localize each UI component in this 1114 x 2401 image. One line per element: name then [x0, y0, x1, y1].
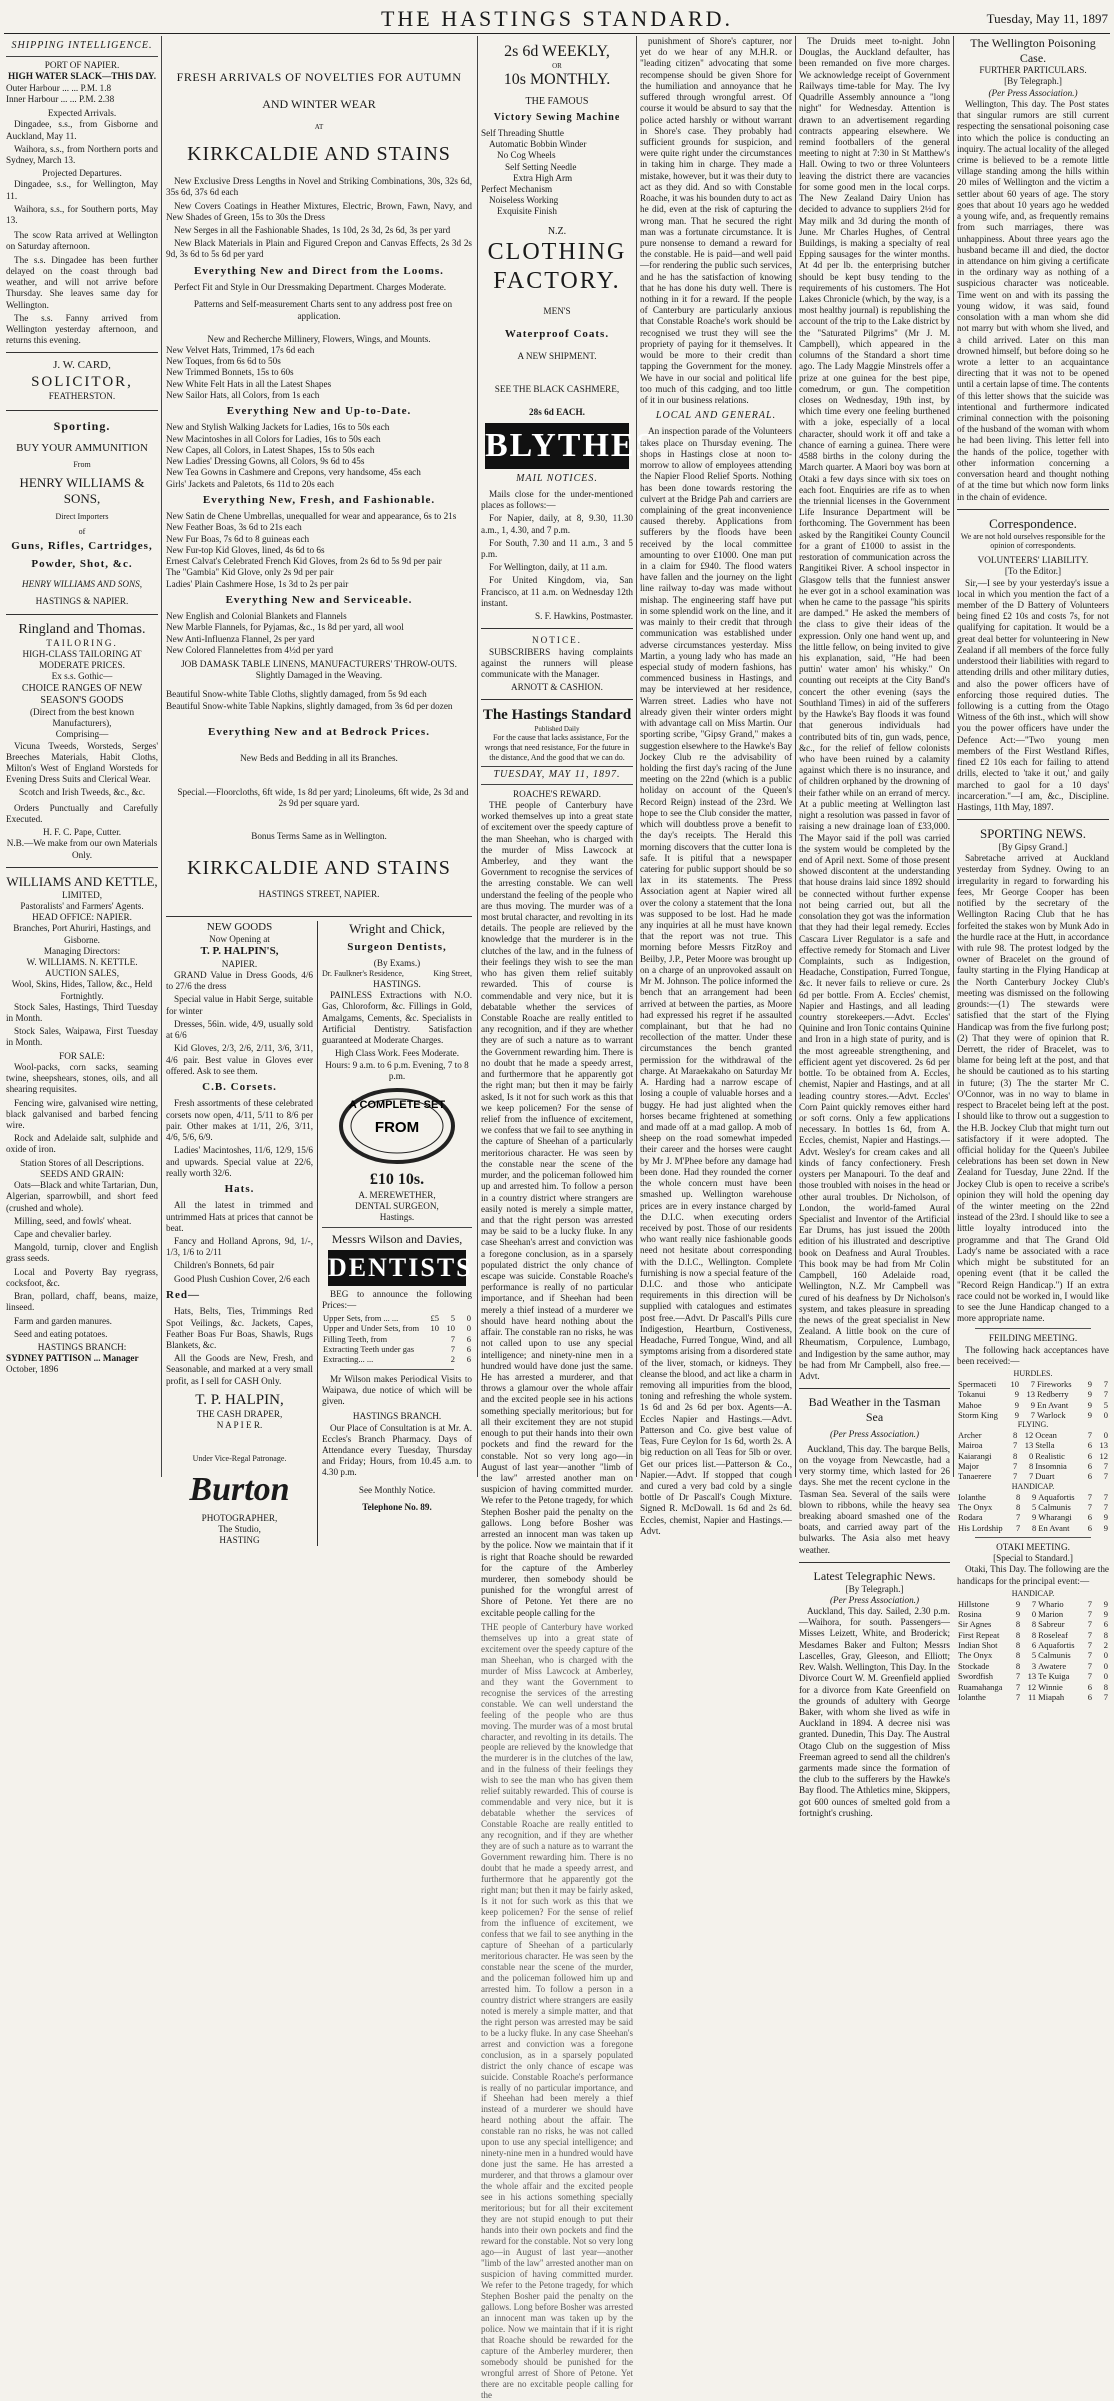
orders-line: Orders Punctually and Carefully Executed. — [6, 802, 158, 824]
mail-text: For Wellington, daily, at 11 a.m. — [489, 562, 608, 573]
shipping-note: The scow Rata arrived at Wellington on Saturday afternoon. — [6, 230, 158, 252]
pa-label: (Per Press Association.) — [829, 1428, 920, 1439]
halpin-line: Dresses, 56in. wide, 4/9, usually sold at 6/6 — [166, 1018, 313, 1041]
port-heading: PORT OF NAPIER. — [44, 60, 120, 71]
mill-item: New Toques, from 6s 6d to 50s — [166, 356, 281, 367]
high-class: HIGH-CLASS TAILORING AT MODERATE PRICES. — [22, 648, 142, 671]
card-place: FEATHERSTON. — [48, 391, 116, 402]
nz-label: N.Z. — [547, 225, 567, 237]
shipping-note: The s.s. Dingadee has been further delayed on the coast through bad weather, and will not arrive before Thursday. She leaves same day for Wellington. — [6, 254, 158, 310]
hasting: HASTING — [219, 1535, 260, 1546]
stock-sales: Stock Sales, Hastings, Third Tuesday in Month. — [6, 1001, 158, 1024]
bad-weather-body: Auckland, This day. The barque Bells, on the voyage from Newcastle, had a very stormy time, which lasted for 26 days. She met the recent cyclone in the Tasman Sea. Several of the sails were blown to ribbons, while the heavy sea breaking aboard smashed one of the boats, and carried away part of the bulwarks. The Asia also met heavy weather. — [799, 1443, 950, 1555]
volunteers-heading: VOLUNTEERS' LIABILITY. — [977, 555, 1089, 566]
gipsy: [By Gipsy Grand.] — [998, 842, 1068, 853]
mail-text: For United Kingdom, via, San Francisco, at 11 a.m. on Wednesday 12th instant. — [481, 575, 633, 608]
halpin-line: Good Plush Cushion Cover, 2/6 each — [174, 1273, 310, 1284]
hurdles-heading: HURDLES. — [1013, 1369, 1053, 1379]
scotch-line: Scotch and Irish Tweeds, &c., &c. — [19, 787, 145, 798]
table-row: Swordfish 7 13 Te Kuiga 7 0 — [958, 1671, 1108, 1682]
wc-right: King Street, — [433, 969, 472, 979]
halpin-line: Children's Bonnets, 6d pair — [174, 1260, 275, 1271]
dress-line: New Serges in all the Fashionable Shades, 1s 10d, 2s 3d, 2s 6d, 3s per yard — [174, 225, 451, 236]
wk-managing: Managing Directors: — [43, 945, 121, 956]
burton-logo: Burton — [189, 1471, 290, 1509]
everything-serviceable: Everything New and Serviceable. — [225, 593, 413, 606]
wk-title: WILLIAMS AND KETTLE, — [6, 873, 158, 889]
ex-gothic: Ex s.s. Gothic— — [51, 671, 113, 682]
wc-high: High Class Work. Fees Moderate. — [334, 1048, 460, 1059]
everything-fresh: Everything New, Fresh, and Fashionable. — [202, 493, 436, 506]
nb-note: N.B.—We make from our own Materials Only. — [6, 838, 158, 860]
table-row: Stockade 8 3 Awatere 7 0 — [958, 1660, 1108, 1671]
column-2 — [166, 36, 473, 1546]
manager: SYDNEY PATTISON ... Manager — [6, 1353, 139, 1364]
flying-heading: FLYING. — [1017, 1420, 1049, 1430]
wk-agents: Pastoralists' and Farmers' Agents. — [20, 900, 144, 911]
table-row: Mahoe 9 9 En Avant 9 5 — [958, 1399, 1108, 1410]
item: New Feather Boas, 3s 6d to 21s each — [166, 522, 302, 533]
feature-item: Noiseless Working — [489, 195, 559, 206]
wc-sub: Surgeon Dentists, — [347, 940, 447, 953]
kirkcaldie-title-2: KIRKCALDIE AND STAINS — [187, 857, 451, 880]
otaki-text: Otaki, This Day. The following are the handicaps for the principal event:— — [957, 1564, 1109, 1586]
wk-head-office: HEAD OFFICE: NAPIER. — [32, 912, 132, 923]
table-row: Rosina 9 0 Marion 7 9 — [958, 1609, 1108, 1619]
comprising: Comprising— — [55, 729, 109, 740]
dentists-banner: DENTISTS — [328, 1250, 466, 1286]
wk-directors: W. WILLIAMS. N. KETTLE. — [26, 956, 138, 967]
card-title: SOLICITOR, — [31, 373, 133, 390]
sale-item: Cape and chevalier barley. — [14, 1228, 112, 1239]
further-particulars: FURTHER PARTICULARS. — [979, 65, 1087, 76]
halpin-line: Kid Gloves, 2/3, 2/6, 2/11, 3/6, 3/11, 4/6 pair. Best value in Gloves ever offered. Ask to see them. — [166, 1043, 313, 1076]
jacket-item: New Ladies' Dressing Gowns, all Colors, 9s 6d to 45s — [166, 456, 365, 467]
buy-ammunition: BUY YOUR AMMUNITION — [16, 441, 148, 454]
local-general: An inspection parade of the Volunteers takes place on Thursday evening. The shops in Hastings close at noon to-morrow to allow of employees attending the Napier Flood Relief Sports. Nothing has been done towards restoring the culvert at the Bridge Pah and carriers are complaining of the great inconvenience caused thereby. Applications from sufferers by the floods have been received by the local committee amounting to over £1000. One man put in a claim for £940. The flood waters have fallen and the journey on the light line railway to-day was made without mishap. The engineering staff have put in some splendid work on the line, and it was mainly to their credit that through communication was established under adverse circumstances yesterday. Miss Martin, a young lady who has made an especial study of modern fashions, has commenced business in Hastings, and may be interviewed at her residence, Warren street. Ladies who have not already given their winter orders might with advantage call on Miss Martin. Our sporting scribe, "Gipsy Grand," makes a suggestion elsewhere to the Hawke's Bay Jockey Club re the advisability of holding the first day's racing of the June meeting on the 22nd (which is a public holiday on account of the Queen's Record Reign) instead of the 23rd. We hope to see the Club consider the matter, which will doubtless prove a benefit to the day's receipts. The Herald this morning discovers that the cutter Iona is safe. It is pitiful that a newspaper catering for public support should be so lax in its statements. The Press Association agent at Napier wired all over the colony a statement that the Iona was supposed to be lost. Had he made any inquiries at all he must have known that the report was not true. This morning before Messrs FitzRoy and Beilby, J.P., Peter Moore was brought up on a charge of an unprovoked assault on Mr M. Johnson. The police informed the bench that an arrangement had been arrived at between the parties, as Moore had expressed his regret if he assaulted complainant, but that he had no recollection of the matter. Under these circumstances the bench granted permission for the withdrawal of the charge. At Maraekakaho on Saturday Mr A. Harding had a narrow escape of losing a couple of valuable horses and a buggy. He had just alighted when the horses became frightened at something and made off at a mad gallop. A mob of sheep on the road somewhat impeded their career and the horses were caught by Mr J. M'Phee before any damage had been done. Had they rounded the corner the whole concern must have been smashed up. Wellington warehouse prices are in every instance charged by the D.I.C. when executing orders received by post. Those of our residents who want really nice fashionable goods need not hesitate about corresponding with the D.I.C., Wellington. Complete furnishing is now a special feature of the D.I.C. and those who anticipate requirements in this direction will be supplied with catalogues and estimates post free.—Advt. Dr Pascall's Pills cure Indigestion, Heartburn, Costiveness, Headache, Furred Tongue, Wind, and all symptoms arising from a disordered state of the liver, stomach, or kidneys. They cleanse the blood, and act like a charm in removing all impurities from the blood, toning and refreshing the whole system. 1s 6d and 2s 6d per box. Agents—A. Eccles Napier and Hastings.—Advt. Patterson and Co. give best value of Teas, Fure Ceylon for 1s 6d, worth 2s. A big reduction on all Teas for 5lb or over. Get our prices list.—Patterson & Co., Napier.—Advt. If stopped that cough and cured a very bad cold by a single bottle of Dr Pascall's Cough Mixture. Signed R. McDowall. 1s 6d and 2s 6d. Eccles, chemist, Napier and Hastings.—Advt. — [640, 426, 792, 1536]
powder-line: Powder, Shot, &c. — [31, 557, 133, 570]
sale-item: Rock and Adelaide salt, sulphide and oxide of iron. — [6, 1133, 158, 1155]
table-row: Spermaceti 10 7 Fireworks 9 7 — [958, 1378, 1108, 1389]
blythes-logo: BLYTHES — [485, 423, 629, 469]
item: Beautiful Snow-white Table Napkins, slightly damaged, from 3s 6d per dozen — [166, 700, 453, 711]
studio: The Studio, — [218, 1523, 261, 1534]
clothing: CLOTHING — [487, 238, 627, 265]
fit-line: Perfect Fit and Style in Our Dressmaking Department. Charges Moderate. — [174, 282, 447, 293]
wc-exams: (By Exams.) — [373, 958, 421, 969]
pa-label-2: (Per Press Association.) — [829, 1594, 920, 1605]
pa-label: (Per Press Association.) — [988, 87, 1078, 98]
halpin-place: NAPIER. — [221, 958, 258, 969]
local-continued: The Druids meet to-night. John Douglas, the Auckland defaulter, has been remanded on five more charges. We acknowledge receipt of Government Railways time-table for May. The Ivy Quadrille Assembly announce a "long night" for Wednesday. Attention is drawn to an advertisement regarding contracts appearing elsewhere. We remind footballers of the general meeting to night at 7:30 in St Matthew's Hall. Owing to two or three Volunteers leaving the district there are vacancies for some good men in the local corps. The New Zealand Dairy Union has decided to advance to suppliers 2½d for May milk and 3d during the month of June. Mr Charles Hughes, of Central Buildings, is making a specialty of real Epping sausages for the winter months. At 4d per lb. the enterprising butcher should be kept busy tending to the requirements of his customers. The Hot Lakes Chronicle (which, by the way, is a most healthy journal) is republishing the account of the trip to the Lake district by the "Saturated Pilgrims" (Mr J. M. Campbell), which appeared in the columns of the Standard a short time ago. The Lady Maggie Minstrels offer a prize at one guinea for the best pipe, comedrum, or gun. The competition closes on Wednesday, 19th inst, by which time every one feeling burthened with a joke, especially of a local character, should work it off and take a chance of earning a guinea. There were 4588 births in the colony during the March quarter. A Maori boy was born at Otaki a few days since with six toes on each foot. Enquiries are rife as to when the triennial licenses in the Government Life Insurance Department will be forthcoming. The Government has been asked by the Rangitikei County Council for a grant of £1000 to assist in the restoration of communication across the Rangitikei River. A school inspector in Glasgow tells that the funniest answer he ever got in a school examination was when he came to the passage "his spirits are damped." He asked the members of the class to give their ideas of the expression. Only one hand went up, and the little fellow, on being invited to give his explanation, said, "He had been puttin' water amon' his whisky." On counting out receipts at the City Band's concert the other evening (says the Southland Times) in aid of the sufferers by the Hawke's Bay floods it was found that generous individuals had contributed bits of tin, gun wads, pence, &c., for the relief of fellow colonists who have been ruined by a calamity against which there is no insurance, and of children orphaned by the drowning of their father while on an errand of mercy. At a public meeting at Wellington last night a resolution was passed in favor of raising a new drainage loan of £33,000. The Mayor said if the poll was carried the system would be completed by the end of April next. Some of those present showed discontent at the understanding that house drains laid since 1892 should be connected without further expense not being carried out, but all the consolation they got was the information that they had their legal remedy. Eccles Cascara Liver Regulator is a safe and effective remedy for Stomach and Liver Complaints, such as Indigestion, Headache, Constipation, Furred Tongue, &c. It never fails to relieve or cure. 2s 6d per bottle. From A. Eccles' chemist, Napier and Hastings, and all leading country storekeepers.—Advt. Eccles' Quinine and Iron Tonic contains Quinine and Iron in a high state of purity, and is the most agreeable strengthening, and efficient agent yet discovered. 2s 6d per bottle. To be obtained from A. Eccles, chemist, Napier and Hastings, and at all leading country stores.—Advt. Eccles' Corn Paint quickly removes either hard or soft corns. Only a few applications necessary. In bottles 1s 6d, from A. Eccles, chemist, Napier and Hastings.—Advt. Wesley's for cream cakes and all kinds of fancy confectionery. Fresh oysters per Manapouri. To the deaf and those troubled with noises in the head or other aural troubles. Dr Nicholson, of London, the world-famed Aural Specialist and Inventor of the Artificial Ear Drums, has just issued the 200th edition of his illustrated and descriptive book on Deafness and Aural Troubles. This book may be had from Mr Colin Campbell, 160 Adelaide road, Wellington, N.Z. Mr Campbell was cured of his deafness by Dr Nicholson's system, and takes pleasure in spreading the news of the great specialist in New Zealand. A little book on the cure of Rheumatism, Corpulence, Lumbago, and Indigestion by the same author, may be had from Mr Campbell, also free.—Advt. — [799, 36, 950, 1382]
millinery: New and Recherche Millinery, Flowers, Wings, and Mounts. — [207, 333, 431, 344]
shipping-note: The s.s. Fanny arrived from Wellington yesterday afternoon, and returns this evening. — [6, 312, 158, 346]
table-row: First Repeat 8 8 Roseleaf 7 8 — [958, 1629, 1108, 1640]
beg-line: BEG to announce the following Prices:— — [322, 1288, 472, 1310]
notice-heading: NOTICE. — [532, 635, 582, 646]
direct-importers: Direct Importers — [55, 511, 109, 521]
halpin-line: Fresh assortments of these celebrated corsets now open, 4/11, 5/11 to 8/6 per pair. Other makes at 1/11, 2/6, 3/11, 4/6, 5/6, 6/9. — [166, 1098, 313, 1143]
table-row: The Onyx 8 5 Calmunis 7 7 — [958, 1501, 1108, 1512]
dress-line: New Exclusive Dress Lengths in Novel and Striking Combinations, 30s, 32s 6d, 35s 6d, 37s 6d each — [166, 176, 472, 198]
halpin-draper: THE CASH DRAPER, — [196, 1409, 283, 1420]
wc-title: Wright and Chick, — [349, 920, 445, 936]
column-4 — [640, 36, 792, 1536]
table-row: Mairoa 7 13 Stella 6 13 — [958, 1440, 1108, 1451]
masthead — [4, 4, 1110, 34]
mill-item: New Trimmed Bonnets, 15s to 60s — [166, 367, 294, 378]
address: HASTINGS STREET, NAPIER. — [258, 888, 380, 899]
feature-item: Extra High Arm — [513, 172, 573, 183]
mill-item: New White Felt Hats in all the Latest Shapes — [166, 378, 332, 389]
or-label: OR — [552, 61, 562, 70]
oct-date: October, 1896 — [6, 1364, 59, 1375]
item: New Anti-Influenza Flannel, 2s per yard — [166, 633, 315, 644]
wc-text: PAINLESS Extractions with N.O. Gas, Chloroform, &c. Fillings in Gold, Amalgams, Cements, &c. Specialists in Artificial Dentistry. Satisfaction guaranteed at Moderate Charges. — [322, 990, 472, 1046]
item: Ladies' Plain Cashmere Hose, 1s 3d to 2s per pair — [166, 578, 349, 589]
halpin-new: NEW GOODS — [206, 920, 273, 933]
jacket-item: New and Stylish Walking Jackets for Ladies, 16s to 50s each — [166, 422, 390, 433]
feature-item: No Cog Wheels — [497, 150, 556, 161]
halpin-line: GRAND Value in Dress Goods, 4/6 to 27/6 the dress — [166, 970, 313, 992]
table-row: Upper and Under Sets, from 10 10 0 — [323, 1323, 471, 1334]
sale-item: Oats—Black and white Tartarian, Dun, Algerian, sparrowbill, and short feed (crushed and whole). — [6, 1180, 158, 1213]
vicuna-text: Vicuna Tweeds, Worsteds, Serges' Breeches Materials, Habit Cloths, Milton's West of England Worsteds for Evening Dress Suits and Clerical Wear. — [6, 740, 158, 785]
jacket-item: New Tea Gowns in Cashmere and Crepons, very handsome, 45s each — [166, 467, 421, 478]
table-row: Extracting Teeth under gas 7 6 — [323, 1344, 471, 1355]
handicap-heading-2: HANDICAP. — [1011, 1588, 1055, 1598]
hurdles-table — [957, 1379, 1109, 1420]
sporting-heading: Sporting. — [53, 419, 111, 434]
halpin-name: T. P. HALPIN'S, — [200, 945, 279, 958]
shipping-heading: SHIPPING INTELLIGENCE. — [11, 40, 153, 51]
halpin-hats: Hats. — [224, 1182, 255, 1195]
latest-body: Auckland, This day. Sailed, 2.30 p.m.—Waihora, for south. Passengers—Misses Leizett, White, and Broderick; Mesdames Baker and Fulton; Messrs Lascelles, Gray, Gleeson, and Elliott; Rev. Walsh. Wellington, This Day. In the Divorce Court W. M. Greenfield applied for a divorce from Kate Greenfield on the grounds of adultery with George Baker, with whom she lived as wife in Auckland in 1894. A decree nisi was granted. Dunedin, This Day. The Austral Otago Club on the suggestion of Miss Freeman agreed to send all the children's garments made since the formation of the club to the sufferers by the Hawke's Bay flood. The Athletics mine, Skippers, got 600 ounces of smelted gold from a fortnight's crushing. — [799, 1605, 950, 1818]
shipment: A NEW SHIPMENT. — [517, 351, 597, 362]
dress-line: New Covers Coatings in Heather Mixtures, Electric, Brown, Fawn, Navy, and New Shades of Green, 15s to 30s the Dress — [166, 200, 472, 222]
postmaster: S. F. Hawkins, Postmaster. — [534, 611, 633, 622]
price-table — [322, 1313, 472, 1365]
halpin-line: Hats, Belts, Ties, Trimmings Red Spot Veilings, &c. Jackets, Capes, Feather Boas Fur Boas, Shawls, Rugs Blankets, &c. — [166, 1306, 313, 1350]
halpin-line: All the Goods are New, Fresh, and Seasonable, and marked at a very small profit, as I sell for CASH Only. — [166, 1353, 313, 1386]
item: New Colored Flannelettes from 4½d per yard — [166, 644, 334, 655]
halpin-open: Now Opening at — [209, 934, 270, 945]
photographer: PHOTOGRAPHER, — [201, 1512, 278, 1523]
sale-item: Mangold, turnip, clover and English grass seeds. — [6, 1242, 158, 1264]
feature-item: Self Threading Shuttle — [481, 127, 565, 138]
see-cashmere: SEE THE BLACK CASHMERE, — [494, 384, 620, 395]
halpin-line: Special value in Habit Serge, suitable for winter — [166, 994, 313, 1016]
otaki-table — [957, 1599, 1109, 1703]
hb-title: HASTINGS BRANCH. — [352, 1411, 442, 1422]
high-water: HIGH WATER SLACK—THIS DAY. — [7, 71, 157, 82]
patterns-line: Patterns and Self-measurement Charts sent to any address post free on application. — [193, 299, 453, 321]
jacket-item: Girls' Jackets and Paletots, 6s 11d to 20s each — [166, 478, 334, 489]
halpin-tph: T. P. HALPIN, — [195, 1391, 284, 1408]
monthly: 10s MONTHLY. — [503, 71, 611, 89]
table-row: Iolanthe 8 9 Aquafortis 7 7 — [958, 1491, 1108, 1502]
henry-williams-place: HASTINGS & NAPIER. — [35, 596, 129, 607]
dentist-ads — [322, 921, 472, 1547]
winter-wear: AND WINTER WEAR — [262, 96, 376, 111]
flying-table — [957, 1430, 1109, 1482]
filler-text: THE people of Canterbury have worked themselves up into a great state of excitement over the speedy capture of the man Sheehan, who is charged with the murder of Miss Lawcock at Amberley, and they want the Government to recognise the services of the arresting constable. We can well understand the feeling of the people who are thus moving. The murder was of a most brutal character, and revolting in its details. The people are relieved by the knowledge that the murderer is in the clutches of the law, and in the fulness of their feelings they wish to see the man who has given them relief suitably rewarded. This of course is commendable and very nice, but it is debatable whether the services of Constable Roache are really entitled to any recognition, and if they are whether they are of such a nature as to warrant the Government rewarding him. There is no doubt that he made a speedy arrest, and furthermore that he apparently got the right man; but then it may be fairly asked, Is it not for such work as this that we keep policemen? For the sense of relief from the influence of excitement, we confess that we fail to see anything in the capture of Sheehan of a particularly meritorious character. He was seen by the constable near the scene of the murder, and the policeman followed him up and arrested him. To follow a person in a country district where strangers are easily noted is merely a simple matter, and that the right person was arrested may be said to be a lucky fluke. In any case Sheehan's arrest and conviction was a foregone conclusion, as in a sparsely populated district the only chance of escape was suicide. Constable Roache's performance is really of no particular importance, and if Sheehan had been merely a thief instead of a murderer we should have heard nothing about the affair. The constable ran no risks, he was not called upon to use any special intelligence; and ninety-nine men in a hundred would have done just the same. He has arrested a murderer, and that throws a glamour over the whole affair and the excited people see in his actions something specially meritorious; but for all their excitement they are not stupid enough to put their hands into their own pockets and find the reward for the constable. Not so very long ago—in August of last year—another "limb of the law" arrested another man on suspicion of having committed murder. We refer to the Petone tragedy, for which Stephen Bosher paid the penalty on the gallows. Long before Bosher was arrested an innocent man was taken up by the police. Now we maintain that if it is right that Roache should be rewarded for the capture of the Amberley murderer, then somebody should be punished for the wrongful arrest of Shore of Petone. Yet there are no excitable people calling for the — [481, 1621, 633, 2400]
correspondence-note: We are not hold ourselves responsible for the opinion of correspondents. — [960, 531, 1106, 551]
table-row: Indian Shot 8 6 Aquafortis 7 2 — [958, 1640, 1108, 1651]
feilding-heading: FEILDING MEETING. — [988, 1333, 1078, 1344]
telephone: Telephone No. 89. — [362, 1501, 432, 1512]
column-3 — [481, 36, 657, 2400]
everything-uptodate: Everything New and Up-to-Date. — [226, 405, 412, 418]
at-label: AT — [314, 123, 324, 132]
expected-arrivals-heading: Expected Arrivals. — [47, 108, 117, 119]
everything-looms: Everything New and Direct from the Looms. — [194, 264, 444, 277]
wc-hours: Hours: 9 a.m. to 6 p.m. Evening, 7 to 8 p.m. — [325, 1059, 469, 1081]
sale-item: Wool-packs, corn sacks, seaming twine, sheepshears, stones, oils, and all shearing requisites. — [6, 1061, 158, 1095]
fresh-arrivals: FRESH ARRIVALS OF NOVELTIES FOR AUTUMN — [176, 70, 462, 84]
monthly-notice: See Monthly Notice. — [358, 1484, 436, 1495]
hastings-branch: HASTINGS BRANCH: — [37, 1341, 127, 1352]
sale-item: Milling, seed, and fowls' wheat. — [14, 1215, 132, 1226]
item: New Satin de Chene Umbrellas, unequalled for wear and appearance, 6s to 21s — [166, 511, 457, 522]
table-row: Tokanui 9 13 Redberry 9 7 — [958, 1389, 1108, 1400]
sale-item: Fencing wire, galvanised wire netting, black galvanised and barbed fencing wire. — [6, 1097, 158, 1131]
factory: FACTORY. — [493, 268, 621, 295]
leader-continued: punishment of Shore's capturer, nor yet do we hear of any M.H.R. or "leading citizen" advocating that some recompense should be given Shore for the humiliation and annoyance that he suffered through wrongful arrest. Of course it would be absurd to say that the police acted harshly or without warrant in Shore's case. They probably had sufficient grounds for suspicion, and were quite right under the circumstances in taking him in charge. They made a mistake, however, but it was their duty to act as they did. And so with Constable Roache, it was his bounden duty to act as he did, even at the risk of capturing the wrong man. That he secured the right man was a fortunate circumstance. It is pure nonsense to demand a reward for the constable. He is paid—and well paid—for rendering the public such services, and he has the satisfaction of knowing that he has done his duty well. There is nothing in it for a reward. If the people of Canterbury are particularly anxious that Constable Roache's work should be recognised we trust they will see the propriety of paying for it themselves. It would be more to their credit than tapping the Government for the money. We have in our social and political life too much of this cadging, and too little of it in our business relations. — [640, 36, 792, 405]
feilding-text: The following hack acceptances have been received:— — [957, 1344, 1109, 1366]
choice-ranges: CHOICE RANGES OF NEW SEASON'S GOODS — [21, 682, 143, 706]
feature-item: Self Setting Needle — [505, 161, 577, 172]
telegraph-label: [By Telegraph.] — [1004, 76, 1062, 87]
table-row: Iolanthe 7 11 Miapah 6 7 — [958, 1691, 1108, 1702]
item: New Fur Boas, 7s 6d to 8 guineas each — [166, 533, 310, 544]
mens: MEN'S — [543, 306, 571, 317]
halpin-corsets: C.B. Corsets. — [202, 1081, 277, 1093]
leader-title: ROACHE'S REWARD. — [513, 788, 601, 799]
wc-town: HASTINGS. — [373, 979, 421, 990]
seal-price: £10 10s. — [369, 1170, 425, 1188]
of-label: of — [78, 526, 86, 536]
sale-item: Bran, pollard, chaff, beans, maize, linseed. — [6, 1291, 158, 1313]
seal-complete: A COMPLETE SET — [348, 1098, 446, 1111]
feature-item: Automatic Bobbin Winder — [489, 139, 587, 150]
mere-name: A. MEREWETHER, — [358, 1189, 436, 1200]
weekly: 2s 6d WEEKLY, — [504, 43, 610, 60]
leader-date: TUESDAY, MAY 11, 1897. — [481, 766, 633, 784]
mere-dental: DENTAL SURGEON, — [355, 1200, 439, 1211]
cutter: H. F. C. Pape, Cutter. — [42, 827, 122, 838]
price-each: 28s 6d EACH. — [529, 407, 585, 418]
feature-item: Exquisite Finish — [497, 206, 557, 217]
from-label: From — [73, 460, 91, 470]
item: The "Gambia" Kid Glove, only 2s 9d per pair — [166, 567, 334, 578]
consult-line: Our Place of Consultation is at Mr. A. Eccles's Branch Pharmacy. Days of Attendance every Tuesday, Thursday and Friday; Hours, from 10.45 a.m. to 4.30 p.m. — [322, 1422, 472, 1478]
waterproof: Waterproof Coats. — [504, 327, 610, 340]
column-1 — [6, 36, 158, 1477]
auction-sales: AUCTION SALES, — [44, 968, 119, 979]
sale-item: Farm and garden manures. — [14, 1315, 112, 1326]
jacket-item: New Macintoshes in all Colors for Ladies, 16s to 50s each — [166, 433, 381, 444]
bad-weather-heading: Bad Weather in the Tasman Sea — [808, 1395, 941, 1424]
table-row: Archer 8 12 Ocean 7 0 — [958, 1430, 1108, 1441]
seal-from: FROM — [374, 1118, 420, 1136]
newspaper-title: THE HASTINGS STANDARD. — [380, 6, 734, 31]
table-row: Ruamahanga 7 12 Winnie 6 8 — [958, 1681, 1108, 1692]
arnott: ARNOTT & CASHION. — [511, 682, 603, 693]
item: New Fur-top Kid Gloves, lined, 4s 6d to 6s — [166, 544, 325, 555]
local-heading: LOCAL AND GENERAL. — [655, 410, 777, 422]
table-row: Kaiarangi 8 0 Realistic 6 12 — [958, 1450, 1108, 1461]
item: Beautiful Snow-white Table Cloths, slightly damaged, from 5s 9d each — [166, 689, 427, 700]
wool-sales: Wool, Skins, Hides, Tallow, &c., Held Fortnightly. — [11, 979, 153, 1001]
wc-left: Dr. Faulkner's Residence, — [322, 969, 404, 979]
bonus: Bonus Terms Same as in Wellington. — [251, 830, 387, 841]
halpin-line: All the latest in trimmed and untrimmed Hats at prices that cannot be beat. — [166, 1200, 313, 1233]
halpin-red: Red— — [166, 1288, 200, 1301]
table-row: Storm King 9 7 Warlock 9 0 — [958, 1409, 1108, 1420]
arrival-item: Dingadee, s.s., from Gisborne and Auckland, May 11. — [6, 119, 158, 141]
volunteers-body: Sir,—I see by your yesterday's issue a local in which you mention the fact of a member of the D Battery of Volunteers being fined £2 10s and costs 7s, for not qualifying for capitation. It would be a great deal better for volunteering in New Zealand if all members of the force fully understood their liabilities with regard to attending drills and other military duties, and also the power officers have of enforcing those required duties. The following is a cutting from the Otago Witness of the 6th inst., which will show you the power officers have under the Defence Act:—"Two young men members of the First Westland Rifles, fined £2 10s each for failing to attend drills, elected to 'take it out,' and gaily marched to gaol for a 10 days' incarceration."—I am, &c., Discipline. Hastings, 11th May, 1897. — [957, 577, 1109, 812]
poisoning-heading: The Wellington Poisoning Case. — [970, 36, 1096, 65]
mail-text: For South, 7.30 and 11 a.m., 3 and 5 p.m. — [481, 537, 633, 559]
mail-text: Mails close for the under-mentioned places as follows:— — [481, 488, 633, 511]
sale-item: Seed and eating potatoes. — [14, 1328, 108, 1339]
victory-machine: Victory Sewing Machine — [493, 111, 621, 123]
poisoning-body: Wellington, This day. The Post states that singular rumors are still current respecting the sensational poisoning case into which the police is conducting an inquiry. The actual locality of the alleged crime is believed to be a remote little village standing among the hills within 20 miles of Wellington and the victim a settler about 60 years of age. The story goes that about 10 years ago he wedded a young wife, and, as frequently remains from such marriages, there was unhappiness. About three years ago the husband became ill and died, the doctor in attendance on him giving a certificate in the ordinary way as nothing of a suspicious character was noticeable. Time went on and with its passing the young widow, it was said, found consolation with a man whom she did not marry but with whom she lived, and a child arrived. Later on this man drowned himself, but before doing so he wrote a letter to an acquaintance directing that it was not to be opened until a certain lapse of time. The contents of this letter shows that the suicide was intentional and furthermore indicated criminal connection with the poisoning of the husband of the woman with whom he had been living. This letter fell into the hands of the police, together with other information concerning a conversation heard and thought nothing of at the time but which now form links in the chain of evidence. — [957, 98, 1109, 502]
table-row: Upper Sets, from ... ... £5 5 0 — [323, 1312, 471, 1323]
sporting-heading: SPORTING NEWS. — [979, 826, 1087, 842]
complete-set-seal — [337, 1086, 457, 1166]
table-row: Rodara 7 9 Wharangi 6 9 — [958, 1512, 1108, 1523]
table-row: His Lordship 7 8 En Avant 6 9 — [958, 1522, 1108, 1533]
leader-body: THE people of Canterbury have worked themselves up into a great state of excitement over the speedy capture of the man Sheehan, who is charged with the murder of Miss Lawcock at Amberley, and they want the Government to recognise the services of the arresting constable. We can well understand the feeling of the people who are thus moving. The murder was of a most brutal character, and revolting in its details. The people are relieved by the knowledge that the murderer is in the clutches of the law, and in the fulness of their feelings they wish to see the man who has given them relief suitably rewarded. This of course is commendable and very nice, but it is debatable whether the services of Constable Roache are really entitled to any recognition, and if they are whether they are of such a nature as to warrant the Government rewarding him. There is no doubt that he made a speedy arrest, and furthermore that he apparently got the right man; but then it may be fairly asked, Is it not for such work as this that we keep policemen? For the sense of relief from the influence of excitement, we confess that we fail to see anything in the capture of Sheehan of a particularly meritorious character. He was seen by the constable near the scene of the murder, and the policeman followed him up and arrested him. To follow a person in a country district where strangers are easily noted is merely a simple matter, and that the right person was arrested may be said to be a lucky fluke. In any case Sheehan's arrest and conviction was a foregone conclusion, as in a sparsely populated district the only chance of escape was suicide. Constable Roache's performance is really of no particular importance, and if Sheehan had been merely a thief instead of a murderer we should have heard nothing about the affair. The constable ran no risks, he was not called upon to use any special intelligence; and ninety-nine men in a hundred would have done just the same. He has arrested a murderer, and that throws a glamour over the whole affair and the excited people see in his actions something specially meritorious; but for all their excitement they are not stupid enough to put their hands into their own pockets and find the reward for the constable. Not so very long ago—in August of last year—another "limb of the law" arrested another man on suspicion of having committed murder. We refer to the Petone tragedy, for which Stephen Bosher paid the penalty on the gallows. Long before Bosher was arrested an innocent man was taken up by the police. Now we maintain that if it is right that Roache should be rewarded for the capture of the Amberley murderer, then somebody should be punished for the wrongful arrest of Shore of Petone. Yet there are no excitable people calling for the — [481, 799, 633, 1618]
direct-from: (Direct from the best known Manufacturers), — [29, 706, 135, 729]
published-daily: Published Daily — [534, 724, 580, 733]
everything-bedrock: Everything New and at Bedrock Prices. — [208, 725, 430, 738]
motto: For the cause that lacks assistance, For the wrongs that need resistance, For the future in the distance, And the good that we can do. — [484, 733, 630, 762]
correspondence-heading: Correspondence. — [989, 515, 1077, 531]
damask: JOB DAMASK TABLE LINENS, MANUFACTURERS' THROW-OUTS. Slightly Damaged in the Weaving. — [181, 659, 457, 681]
guns-line: Guns, Rifles, Cartridges, — [11, 540, 153, 553]
projected-departures-heading: Projected Departures. — [42, 168, 122, 179]
ringland-title: Ringland and Thomas. — [18, 621, 146, 637]
item: Ernest Calvat's Celebrated French Kid Gloves, from 2s 6d to 5s 9d per pair — [166, 556, 442, 567]
notice-text: SUBSCRIBERS having complaints against the runners will please communicate with the Manager. — [481, 646, 633, 679]
sporting-body: Sabretache arrived at Auckland yesterday from Sydney. Owing to an irregularity in regard to forwarding his fees, Mr George Cooper has been notified by the secretary of the Wellington Racing Club that he has forfeited the stakes won by Munk Ado in the hurdle race at the Hutt, in accordance with rule 98. The protest lodged by the owner of Bracelet on the ground of faulty starting in the Flying Handicap at the North Canterbury Jockey Club's meeting was dismissed on the following grounds:—(1) The stewards were satisfied that the start of the Flying Handicap was from the five furlong post; (2) That they were of opinion that R. Derrett, the rider of Bracelet, was to blame for being left at the post, and that he should be cautioned as to his starting in future; (3) The the starter Mr C. O'Connor, was in no way to blame in respect to Bracelet being left at the post. I should like to throw out a suggestion to the H.B. Jockey Club that might turn out satisfactory if it were adopted. The official holiday for the Queen's Jubilee celebrations has been set down in New Zealand for Tuesday, June 22nd. If the Jockey Club is open to receive a scribe's opinion they will hold the opening day of the winter meeting on the 22nd instead of the 23rd. I should like to see a little loyalty introduced into the programme and that The Grand Old Lady's name be associated with a race which might be substituted for an opening event (that it be called the "Record Reign Handicap.") If an extra race could not be worked in, I would like to see the June Handicap changed to a more appropriate name. — [957, 853, 1109, 1324]
handicap-heading: HANDICAP. — [1011, 1481, 1055, 1491]
telegraph-label: [By Telegraph.] — [845, 1583, 904, 1594]
otaki-heading: OTAKI MEETING. — [996, 1542, 1070, 1553]
halpin-line: Fancy and Holland Aprons, 9d, 1/-, 1/3, 1/6 to 2/11 — [166, 1236, 313, 1258]
item: New English and Colonial Blankets and Flannels — [166, 611, 347, 622]
sale-item: Local and Poverty Bay ryegrass, cocksfoot, &c. — [6, 1266, 158, 1288]
kirkcaldie-title: KIRKCALDIE AND STAINS — [187, 142, 451, 165]
henry-williams-sig: HENRY WILLIAMS AND SONS, — [21, 579, 143, 590]
card-name: J. W. CARD, — [53, 359, 111, 372]
table-row: Filling Teeth, from 7 6 — [323, 1333, 471, 1344]
table-row: Major 7 8 Insomnia 6 7 — [958, 1461, 1108, 1472]
famous: THE FAMOUS — [525, 95, 589, 107]
table-row: Hillstone 9 7 Whario 7 9 — [958, 1598, 1108, 1609]
feature-list — [481, 128, 633, 218]
visit-line: Mr Wilson makes Periodical Visits to Waipawa, due notice of which will be given. — [322, 1373, 472, 1407]
halpin-ad — [166, 921, 313, 1547]
mill-item: New Sailor Hats, all Colors, from 1s each — [166, 389, 320, 400]
table-row: Tanaerere 7 7 Duart 6 7 — [958, 1471, 1108, 1482]
mail-text: For Napier, daily, at 8, 9.30, 11.30 a.m., 1, 4.30, and 7 p.m. — [481, 513, 633, 535]
vice-regal: Under Vice-Regal Patronage. — [192, 1453, 287, 1463]
item: New Marble Flannels, for Pyjamas, &c., 1s 8d per yard, all wool — [166, 622, 404, 633]
arrival-item: Waihora, s.s., from Northern ports and Sydney, March 13. — [6, 143, 158, 165]
henry-williams: HENRY WILLIAMS & SONS, — [19, 475, 145, 506]
dress-line: New Black Materials in Plain and Figured Crepon and Canvas Effects, 2s 3d 2s 9d, 3s 6d to 5s 6d per yard — [166, 238, 472, 260]
jacket-item: New Capes, all Colors, in Latest Shapes, 15s to 50s each — [166, 444, 375, 455]
wk-branches: Branches, Port Ahuriri, Hastings, and Gisborne. — [13, 923, 151, 945]
halpin-napier: N A P I E R. — [216, 1420, 263, 1431]
tailoring: TAILORING. — [46, 637, 118, 648]
seeds-heading: SEEDS AND GRAIN: — [40, 1168, 124, 1179]
table-row: The Onyx 8 5 Calmunis 7 0 — [958, 1650, 1108, 1661]
column-6 — [957, 36, 1109, 1702]
latest-heading: Latest Telegraphic News. — [813, 1568, 936, 1583]
mere-town: Hastings. — [379, 1211, 415, 1222]
to-editor: [To the Editor.] — [1004, 566, 1062, 577]
for-sale: FOR SALE: — [59, 1050, 105, 1061]
special-label: [Special to Standard.] — [993, 1553, 1073, 1564]
mail-heading: MAIL NOTICES. — [516, 472, 598, 484]
table-row: Sir Agnes 8 8 Sabreur 7 6 — [958, 1619, 1108, 1630]
halpin-line: Ladies' Macintoshes, 11/6, 12/9, 15/6 and upwards. Special value at 22/6, really worth 32/6. — [166, 1145, 313, 1178]
inner-harbour: Inner Harbour ... ... P.M. 2.38 — [6, 93, 115, 104]
column-5 — [799, 36, 950, 1818]
outer-harbour: Outer Harbour ... ... P.M. 1.8 — [6, 82, 112, 93]
feature-item: Perfect Mechanism — [481, 184, 553, 195]
mill-item: New Velvet Hats, Trimmed, 17s 6d each — [166, 344, 315, 355]
wk-limited: LIMITED, — [61, 889, 103, 900]
stock-sales: Stock Sales, Waipawa, First Tuesday in Month. — [6, 1026, 158, 1048]
station-stores: Station Stores of all Descriptions. — [20, 1157, 144, 1168]
standard-title: The Hastings Standard — [482, 707, 632, 724]
special: Special.—Floorcloths, 6ft wide, 1s 8d per yard; Linoleums, 6ft wide, 2s 3d and 2s 9d per square yard. — [177, 786, 469, 808]
table-row: Extracting... ... 2 6 — [323, 1354, 471, 1365]
departure-item: Dingadee, s.s., for Wellington, May 11. — [6, 179, 158, 201]
departure-item: Waihora, s.s., for Southern ports, May 13. — [6, 203, 158, 226]
issue-date: Tuesday, May 11, 1897 — [986, 11, 1108, 26]
wilson-title: Messrs Wilson and Davies, — [331, 1232, 463, 1247]
handicap-table — [957, 1492, 1109, 1533]
beds: New Beds and Bedding in all its Branches. — [240, 753, 398, 764]
